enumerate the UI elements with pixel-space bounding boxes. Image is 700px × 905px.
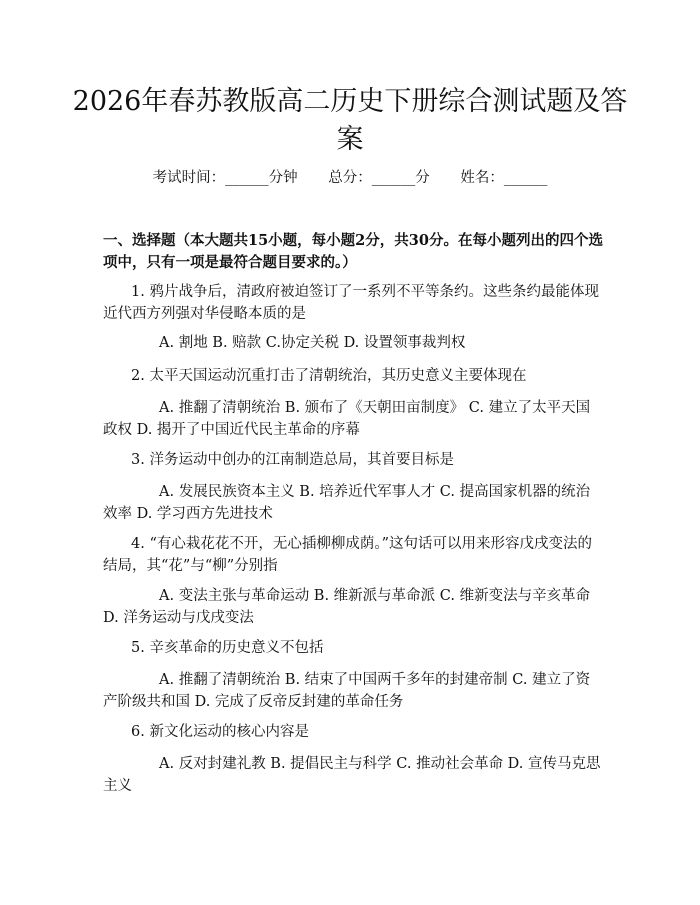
question-5-stem: 5. 辛亥革命的历史意义不包括 bbox=[131, 640, 324, 656]
student-name-field: 姓名：______ bbox=[460, 170, 548, 186]
exam-info-line bbox=[0, 168, 700, 188]
question-1-stem: 1. 鸦片战争后，清政府被迫签订了一系列不平等条约。这些条约最能体现近代西方列强对华侵略本质的是 bbox=[103, 284, 599, 322]
total-score-field: 总分：______分 bbox=[328, 170, 430, 186]
question-4-stem: 4. “有心栽花花不开，无心插柳柳成荫。”这句话可以用来形容戊戌变法的结局，其“花”与“柳”分别指 bbox=[103, 536, 593, 574]
question-2-stem: 2. 太平天国运动沉重打击了清朝统治，其历史意义主要体现在 bbox=[131, 368, 527, 384]
exam-time-field: 考试时间：______分钟 bbox=[152, 170, 298, 186]
section-heading-choice: 一、选择题（本大题共15小题，每小题2分，共30分。在每小题列出的四个选项中，只有一项是最符合题目要求的。） bbox=[103, 232, 603, 271]
question-3-stem: 3. 洋务运动中创办的江南制造总局，其首要目标是 bbox=[131, 452, 454, 468]
question-6-stem: 6. 新文化运动的核心内容是 bbox=[131, 724, 309, 740]
question-2-options: A. 推翻了清朝统治 B. 颁布了《天朝田亩制度》 C. 建立了太平天国政权 D. 揭开了中国近代民主革命的序幕 bbox=[103, 400, 591, 438]
question-3-options: A. 发展民族资本主义 B. 培养近代军事人才 C. 提高国家机器的统治效率 D. 学习西方先进技术 bbox=[103, 484, 591, 522]
document-title: 2026年春苏教版高二历史下册综合测试题及答案 bbox=[72, 86, 628, 155]
question-1-options: A. 割地 B. 赔款 C.协定关税 D. 设置领事裁判权 bbox=[159, 335, 466, 351]
question-4-options: A. 变法主张与革命运动 B. 维新派与革命派 C. 维新变法与辛亥革命 D. 洋务运动与戊戌变法 bbox=[103, 588, 591, 626]
question-6-options: A. 反对封建礼教 B. 提倡民主与科学 C. 推动社会革命 D. 宣传马克思主义 bbox=[103, 756, 601, 794]
question-5-options: A. 推翻了清朝统治 B. 结束了中国两千多年的封建帝制 C. 建立了资产阶级共和国 D. 完成了反帝反封建的革命任务 bbox=[103, 672, 591, 710]
